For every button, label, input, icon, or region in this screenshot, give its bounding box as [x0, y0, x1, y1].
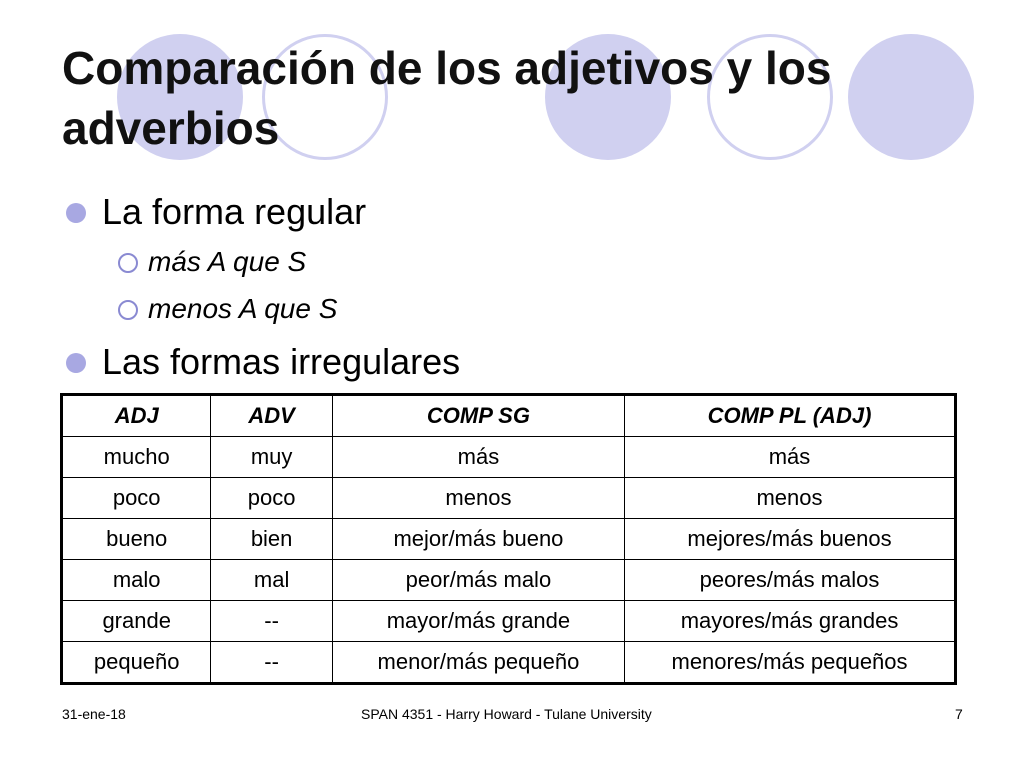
column-header: COMP SG	[332, 395, 624, 437]
table-cell: mejor/más bueno	[332, 519, 624, 560]
ring-circle-bullet-icon	[118, 300, 138, 320]
column-header: ADV	[211, 395, 332, 437]
table-cell: --	[211, 601, 332, 642]
table-cell: peor/más malo	[332, 560, 624, 601]
table-cell: poco	[62, 478, 211, 519]
table-cell: --	[211, 642, 332, 684]
table-cell: mucho	[62, 437, 211, 478]
table-cell: poco	[211, 478, 332, 519]
ring-circle-bullet-icon	[118, 253, 138, 273]
table-cell: mayor/más grande	[332, 601, 624, 642]
filled-circle-bullet-icon	[66, 203, 86, 223]
sub-bullet-text: menos A que S	[148, 293, 338, 324]
sub-bullet-text: más A que S	[148, 246, 307, 277]
bullet-text: La forma regular	[102, 191, 367, 232]
table-cell: más	[332, 437, 624, 478]
footer-page-number: 7	[955, 706, 963, 722]
table-cell: mayores/más grandes	[625, 601, 956, 642]
table-cell: muy	[211, 437, 332, 478]
table-row	[62, 560, 956, 601]
table-row	[62, 601, 956, 642]
irregular-forms-table	[60, 393, 957, 685]
table-row	[62, 642, 956, 684]
table-row	[62, 478, 956, 519]
column-header: COMP PL (ADJ)	[625, 395, 956, 437]
footer-course: SPAN 4351 - Harry Howard - Tulane University	[361, 706, 652, 722]
table-cell: malo	[62, 560, 211, 601]
table-cell: más	[625, 437, 956, 478]
table-row	[62, 519, 956, 560]
table-cell: menos	[625, 478, 956, 519]
table-cell: mal	[211, 560, 332, 601]
table-cell: pequeño	[62, 642, 211, 684]
slide-title: Comparación de los adjetivos y los adverbios	[62, 42, 832, 154]
table-row	[62, 437, 956, 478]
table-cell: menores/más pequeños	[625, 642, 956, 684]
table-cell: menos	[332, 478, 624, 519]
table-cell: bien	[211, 519, 332, 560]
table-cell: menor/más pequeño	[332, 642, 624, 684]
footer-date: 31-ene-18	[62, 706, 126, 722]
table-cell: grande	[62, 601, 211, 642]
table-header-row	[62, 395, 956, 437]
filled-circle-bullet-icon	[66, 353, 86, 373]
table-cell: bueno	[62, 519, 211, 560]
table-cell: mejores/más buenos	[625, 519, 956, 560]
column-header: ADJ	[62, 395, 211, 437]
bullet-text: Las formas irregulares	[102, 341, 461, 382]
table-cell: peores/más malos	[625, 560, 956, 601]
